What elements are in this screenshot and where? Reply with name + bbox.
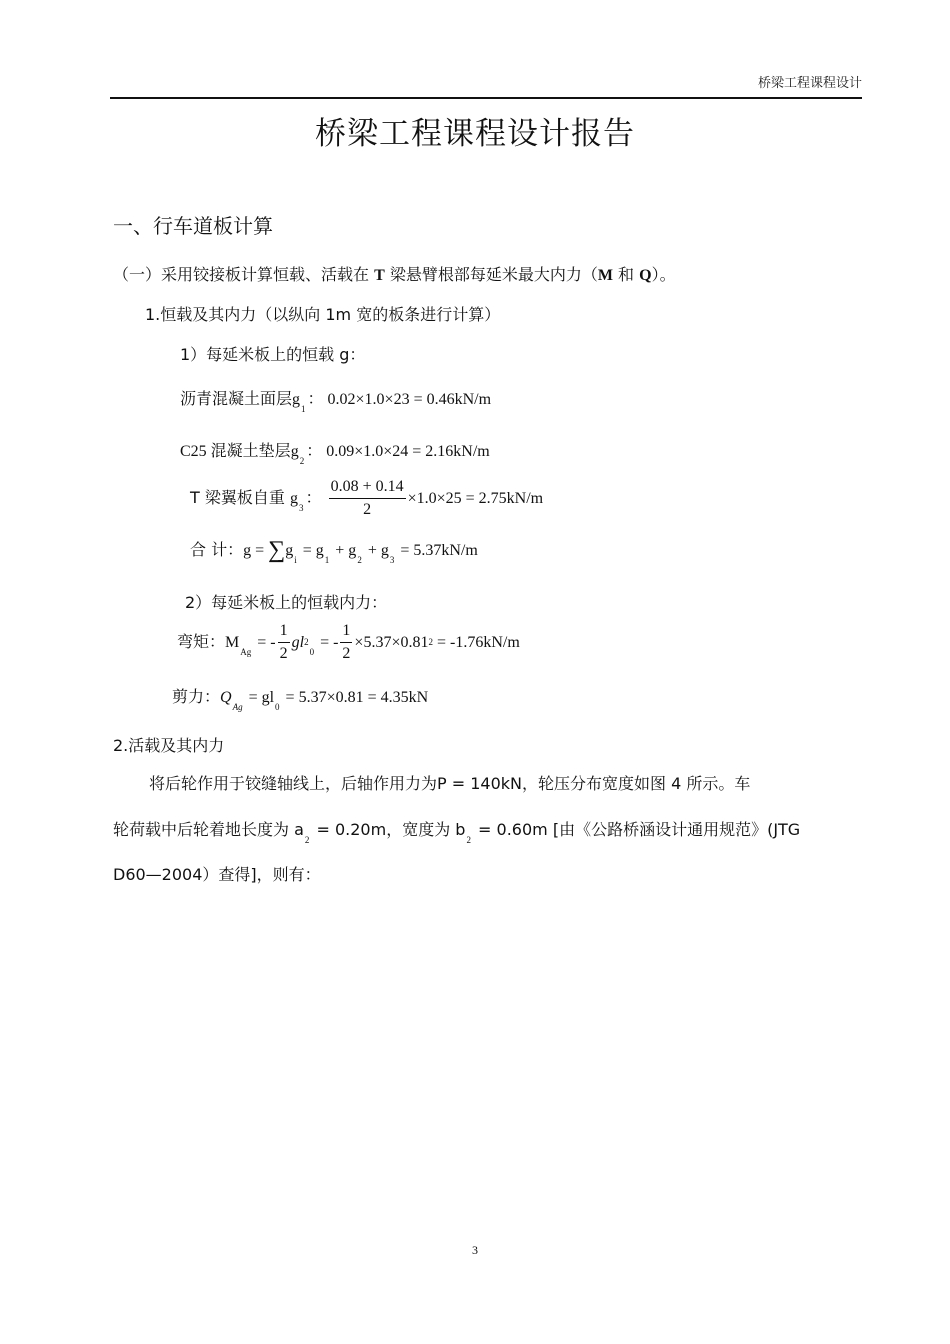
page-title: 桥梁工程课程设计报告	[315, 116, 635, 152]
paragraph-line-1: 将后轮作用于铰缝轴线上，后轴作用力为P = 140kN，轮压分布宽度如图 4 所示。车	[149, 774, 751, 793]
fraction: $\frac{0.08 + 0.14}{2}$	[330, 478, 404, 518]
page-number: 3	[472, 1243, 478, 1257]
fraction: $\frac{1}{2}$	[342, 622, 351, 662]
section-heading: 一、行车道板计算	[113, 214, 273, 238]
equation-moment: 弯矩：$M_{Ag}$ = - $\frac{1}{2}$ $gl2_0$ = - $\frac{1}{2}$ ×5.37×0.812 = -1.76kN/m	[177, 620, 520, 665]
equation-g2: C25 混凝土垫层$g_2$： 0.09×1.0×24 = 2.16kN/m	[180, 443, 490, 466]
equation-g3: T 梁翼板自重 $g_3$： $\frac{0.08 + 0.14}{2}$ ×1.0×25 = 2.75kN/m	[190, 476, 543, 521]
item-live-load: 2.活载及其内力	[113, 736, 225, 755]
header-rule	[110, 97, 862, 99]
equation-g1: 沥青混凝土面层$g_1$： 0.02×1.0×23 = 0.46kN/m	[180, 389, 492, 414]
running-header: 桥梁工程课程设计	[757, 76, 862, 91]
sigma-symbol: ∑	[268, 537, 286, 563]
fraction: $\frac{1}{2}$	[279, 622, 288, 662]
paragraph-line-2: 轮荷载中后轮着地长度为 $a_2 = 0.20m$，宽度为 $b_2 = 0.60m$ [由《公路桥涵设计通用规范》(JTG	[113, 820, 801, 845]
item-dead-load-internal-force: 2）每延米板上的恒载内力：	[185, 593, 388, 612]
equation-total: 合 计：$g = \sum g_i = g_1 + g_2 + g_3 = 5.37kN/m$	[190, 537, 478, 565]
item-dead-load-per-meter: 1）每延米板上的恒载 g：	[180, 345, 366, 364]
paragraph-line-3: D60—2004）查得]，则有：	[113, 865, 321, 884]
equation-shear: 剪力：$Q_{Ag} = gl_0 = 5.37\times 0.81 = 4.35kN$	[172, 687, 429, 712]
subsection-heading: （一）采用铰接板计算恒载、活载在 T 梁悬臂根部每延米最大内力（M 和 Q）。	[113, 265, 676, 284]
item-dead-load: 1.恒载及其内力（以纵向 1m 宽的板条进行计算）	[145, 305, 501, 324]
